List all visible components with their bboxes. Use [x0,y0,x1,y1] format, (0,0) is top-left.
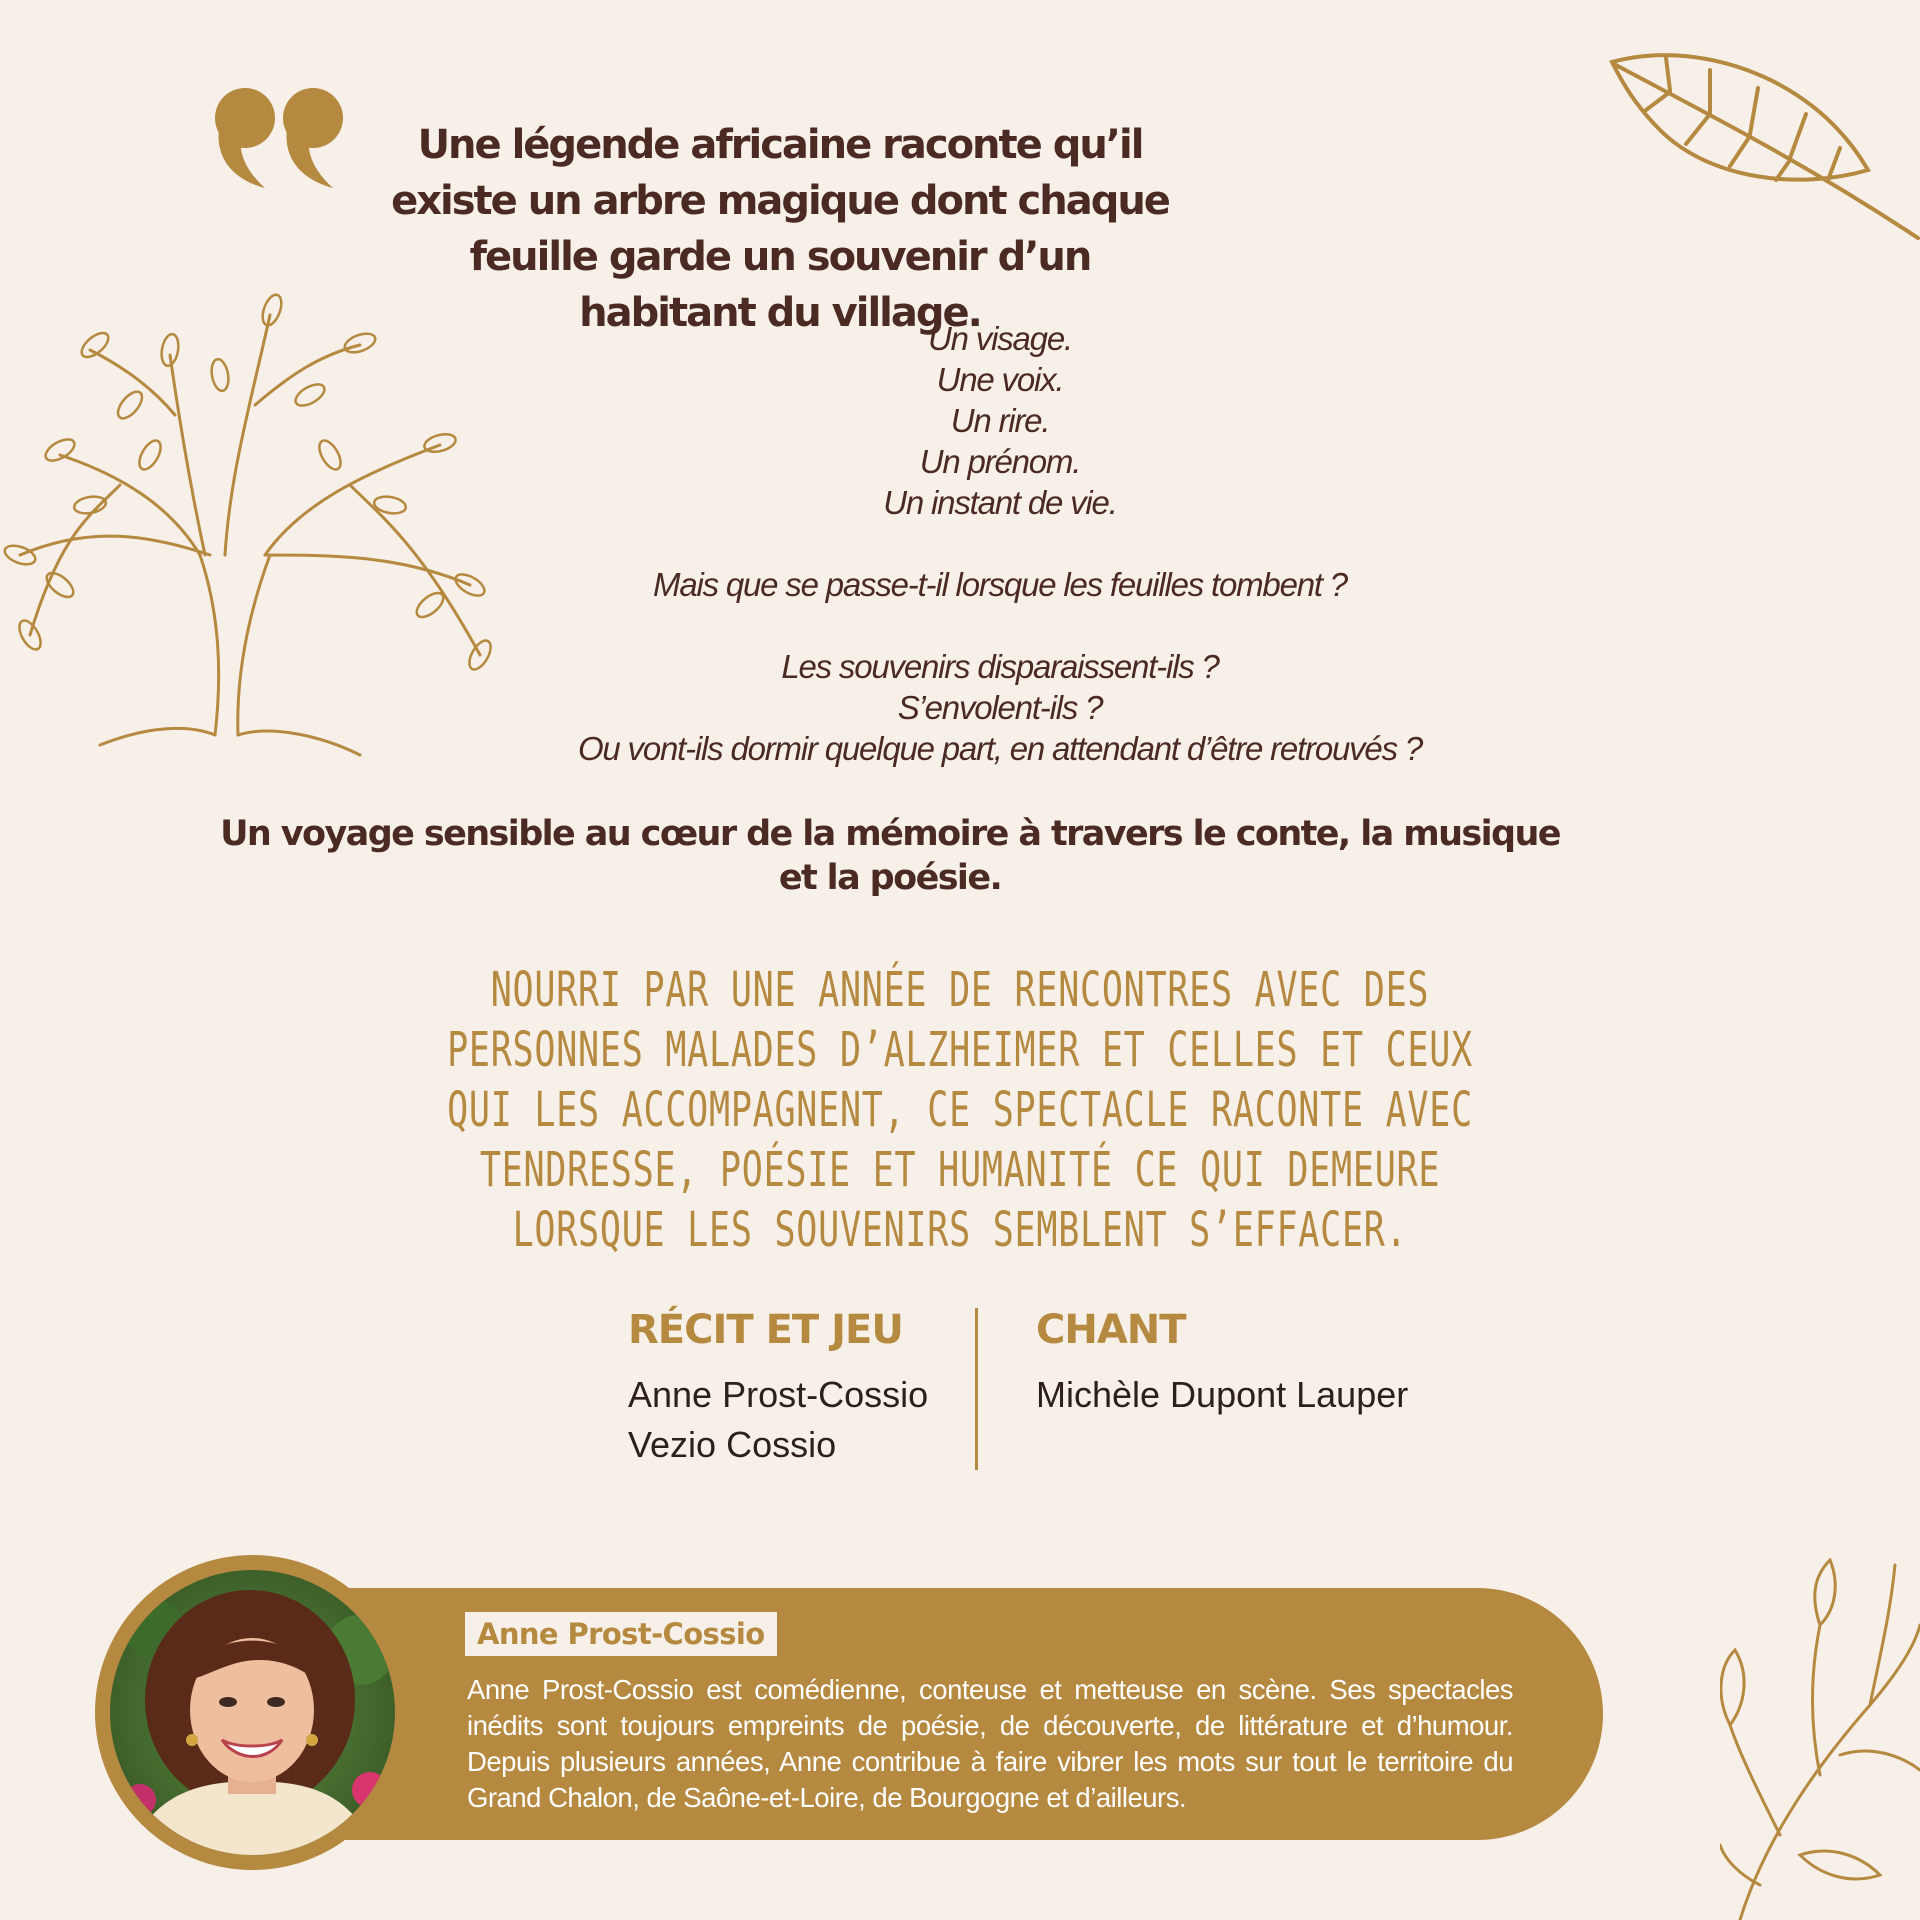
poem-line: Un rire. [950,402,1050,439]
portrait-image [110,1570,395,1855]
credit-name: Vezio Cossio [628,1424,837,1465]
poem [500,318,1500,769]
poem-line: S’envolent-ils ? [897,689,1103,726]
credit-title: RÉCIT ET JEU [628,1307,903,1353]
poem-line: Une voix. [936,361,1064,398]
credit-title: CHANT [1036,1307,1186,1353]
branch-icon [1720,1555,1920,1920]
quote-mark-icon [205,80,355,190]
leaf-icon [1600,40,1920,260]
credits-divider [975,1308,978,1470]
intro-quote: Une légende africaine raconte qu’il existe un arbre magique dont chaque feuille garde un souvenir d’un habitant du village. [391,122,1169,336]
poem-line: Ou vont-ils dormir quelque part, en attendant d’être retrouvés ? [577,730,1423,767]
tagline: Un voyage sensible au cœur de la mémoire à travers le conte, la musique et la poésie. [220,814,1560,898]
bio-text: Anne Prost-Cossio est comédienne, conteuse et metteuse en scène. Ses spectacles inédits sont toujours empreints de poésie, de découverte, de littérature et d’humour. Depuis plusieurs années, Anne contribue à faire vibrer les mots sur tout le territoire du Grand Chalon, de Saône-et-Loire, de Bourgogne et d’ailleurs. [467,1674,1513,1813]
poem-line: Un visage. [928,320,1072,357]
credit-name: Michèle Dupont Lauper [1036,1374,1409,1415]
poem-line: Un instant de vie. [883,484,1117,521]
credits-recit-et-jeu [628,1300,928,1470]
credits-chant [1036,1300,1408,1420]
highlight-text: NOURRI PAR UNE ANNÉE DE RENCONTRES AVEC DES PERSONNES MALADES D’ALZHEIMER ET CELLES ET CEUX QUI LES ACCOMPAGNENT, CE SPECTACLE RACONTE AVEC TENDRESSE, POÉSIE ET HUMANITÉ CE QUI DEMEURE LORSQUE LES SOUVENIRS SEMBLENT S’EFFACER. [447,962,1473,1258]
poem-question: Mais que se passe-t-il lorsque les feuilles tombent ? [653,566,1347,603]
avatar [110,1570,395,1855]
credit-name: Anne Prost-Cossio [628,1374,929,1415]
bio-name-label: Anne Prost-Cossio [465,1612,777,1656]
poem-line: Un prénom. [919,443,1081,480]
poem-line: Les souvenirs disparaissent-ils ? [781,648,1219,685]
